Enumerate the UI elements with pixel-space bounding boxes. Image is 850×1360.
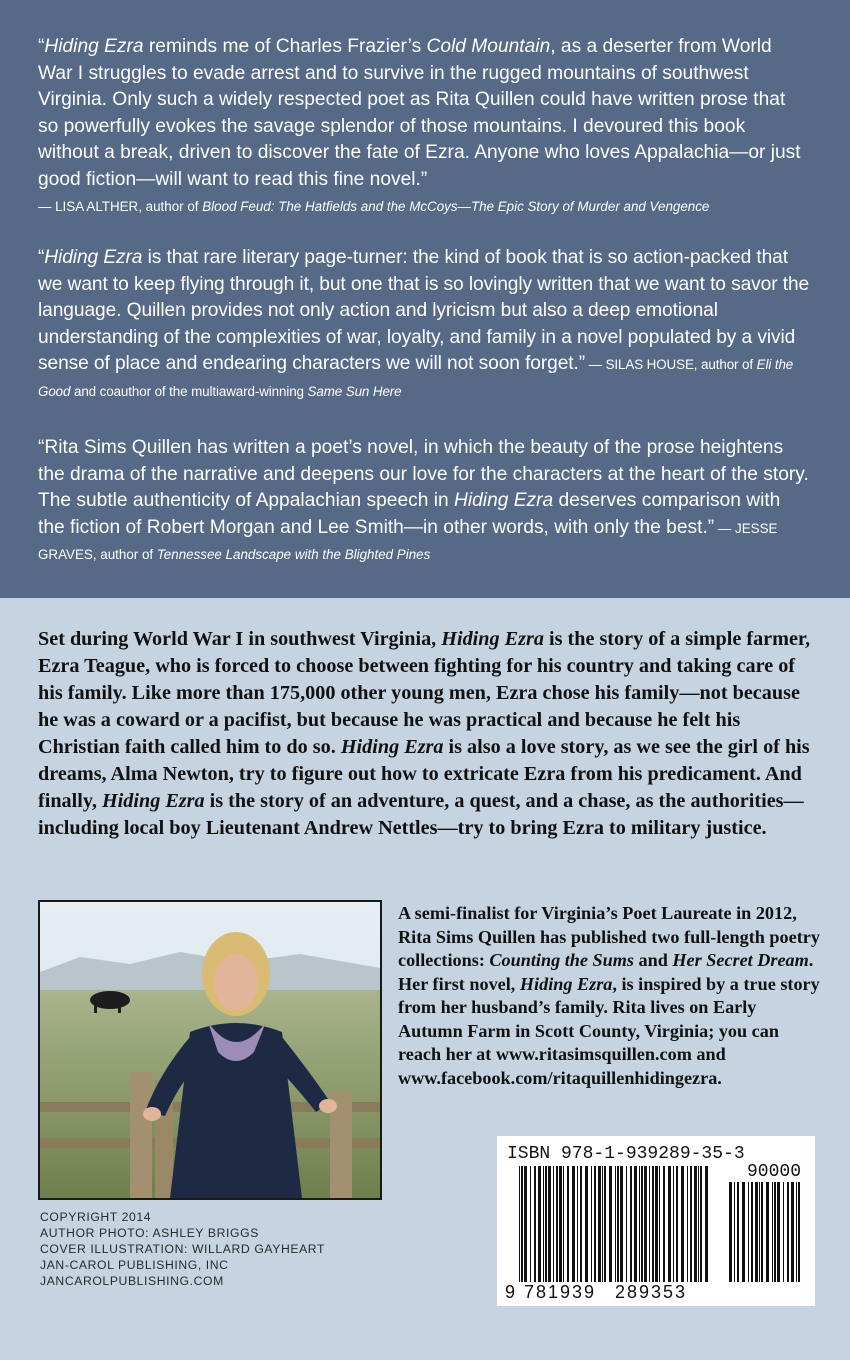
barcode-bar [737,1182,739,1282]
praise-quote-alther: “Hiding Ezra reminds me of Charles Frazier’s Cold Mountain, as a deserter from World War I struggles to evade arrest and to survive in the rugged mountains of southwest Virginia. Only such a widely respected poet as Rita Quillen could have written prose that so powerfully evokes the savage splendor of those mountains. I devoured this book without a break, driven to discover the fate of Ezra. Anyone who loves Appalachia—or just good fiction—will want to read this fine novel.” — LISA ALTHER, author of Blood Feud: The Hatfields and the McCoys—The Epic Story of Murder and Vengence [38,36,801,214]
barcode-bar [594,1166,596,1282]
barcode-bar [774,1182,776,1282]
addon-barcode [729,1182,800,1282]
barcode-bar [734,1182,735,1282]
barcode-bar [759,1182,760,1282]
quote-attribution: — JESSE GRAVES, author of Tennessee Landscape with the Blighted Pines [38,520,778,562]
barcode-bar [602,1166,603,1282]
barcode-bar [644,1166,647,1282]
barcode-bar [538,1166,541,1282]
barcode-bar [553,1166,554,1282]
barcode-bar [585,1166,588,1282]
barcode-bar [639,1166,640,1282]
isbn-barcode [497,1136,815,1306]
barcode-bar [641,1166,643,1282]
barcode-bar [620,1166,623,1282]
author-bio: A semi-finalist for Virginia’s Poet Laureate in 2012, Rita Sims Quillen has published two full-length poetry collections: Counting the Sums and Her Secret Dream. Her first novel, Hiding Ezra, is inspired by a true story from her husband’s family. Rita lives on Early Autumn Farm in Scott County, Virginia; you can reach her at www.ritasimsquillen.com and www.facebook.com/ritaquillenhidingezra. [398,903,820,1088]
barcode-bar [615,1166,616,1282]
barcode-bar [519,1166,520,1282]
barcode-bar [755,1182,758,1282]
barcode-bar [772,1182,773,1282]
barcode-bar [598,1166,601,1282]
barcode-bar [748,1182,749,1282]
credit-line: COPYRIGHT 2014 [40,1210,152,1224]
barcode-digit-lead: 9 [505,1282,516,1302]
praise-quote-graves: “Rita Sims Quillen has written a poet’s novel, in which the beauty of the prose heightens the drama of the narrative and deepens our love for the characters at the heart of the story. The subtle authenticity of Appalachian speech in Hiding Ezra deserves comparison with the fiction of Robert Morgan and Lee Smith—in other words, with only the best.” — JESSE GRAVES, author of Tennessee Landscape with the Blighted Pines [38,437,809,562]
barcode-bar [591,1166,592,1282]
barcode-digits-left: 781939 [524,1282,597,1302]
barcode-bar [524,1166,527,1282]
barcode-bar [777,1182,780,1282]
barcode-bar [798,1182,800,1282]
quote-title: Hiding Ezra [44,36,144,57]
quote-title: Hiding Ezra [44,247,143,268]
barcode-bar [543,1166,544,1282]
barcode-bar [690,1166,692,1282]
barcode-bar [791,1182,794,1282]
praise-panel [0,0,850,598]
isbn-label: ISBN 978-1-939289-35-3 [507,1144,745,1164]
barcode-bar [626,1166,627,1282]
quote-attribution: — LISA ALTHER, author of Blood Feud: The Hatfields and the McCoys—The Epic Story of Murder and Vengence [38,199,710,214]
barcode-bar [668,1166,671,1282]
author-photo [38,900,382,1200]
credit-line: JANCAROLPUBLISHING.COM [40,1274,224,1288]
barcode-bar [634,1166,637,1282]
barcode-bar [663,1166,665,1282]
praise-quote-house: “Hiding Ezra is that rare literary page-turner: the kind of book that is so action-packed that we want to keep flying through it, but one that is so lovingly written that we want to savor the language. Quillen provides not only action and lyricism but also a deep emotional understanding of the complexities of war, loyalty, and family in a novel populated by a vivid sense of place and endearing characters we will not soon forget.” — SILAS HOUSE, author of Eli the Good and coauthor of the multiaward-winning Same Sun Here [38,247,810,399]
price-code: 90000 [746,1162,801,1182]
barcode-bar [548,1166,551,1282]
barcode-bar [563,1166,564,1282]
barcode-bar [580,1166,582,1282]
barcode-bar [572,1166,575,1282]
barcode-bar [604,1166,606,1282]
barcode-bar [530,1166,531,1282]
barcode-bar [705,1166,708,1282]
barcode-bar [559,1166,562,1282]
barcode-bar [761,1182,763,1282]
credits [40,1209,325,1289]
barcode-bar [694,1166,697,1282]
barcode-bar [751,1182,753,1282]
barcode-bar [630,1166,632,1282]
barcode-bar [655,1166,658,1282]
barcode-bar [659,1166,660,1282]
quote-title: Hiding Ezra [454,490,554,511]
credit-line: COVER ILLUSTRATION: WILLARD GAYHEART [40,1242,326,1256]
barcode-bar [556,1166,558,1282]
barcode-bar [521,1166,523,1282]
barcode-bar [681,1166,684,1282]
barcode-bar [673,1166,674,1282]
barcode-bar [577,1166,578,1282]
book-synopsis: Set during World War I in southwest Virginia, Hiding Ezra is the story of a simple farmer, Ezra Teague, who is forced to choose between fighting for his country and taking care of his family. Like more than 175,000 other young men, Ezra chose his family—not because he was a coward or a pacifist, but because he was practical and because he felt his Christian faith called him to do so. Hiding Ezra is also a love story, as we see the girl of his dreams, Alma Newton, try to figure out how to extricate Ezra from his predicament. And finally, Hiding Ezra is the story of an adventure, a quest, and a chase, as the authorities—including local boy Lieutenant Andrew Nettles—try to bring Ezra to military justice. [38,628,811,839]
barcode-bar [787,1182,789,1282]
quote-attribution: — SILAS HOUSE, author of Eli the Good and coauthor of the multiaward-winning Same Sun Here [38,357,794,399]
barcode-bar [698,1166,699,1282]
credit-line: AUTHOR PHOTO: ASHLEY BRIGGS [40,1226,259,1240]
barcode-bar [676,1166,678,1282]
barcode-bar [652,1166,654,1282]
barcode-bar [609,1166,612,1282]
barcode-bar [687,1166,688,1282]
barcode-bar [742,1182,745,1282]
barcode-bar [796,1182,797,1282]
barcode-bar [545,1166,547,1282]
barcode-bar [617,1166,619,1282]
barcode-digits-right: 289353 [615,1282,688,1302]
credit-line: JAN-CAROL PUBLISHING, INC [40,1258,229,1272]
barcode-bar [700,1166,702,1282]
ean-barcode [519,1166,708,1282]
barcode-bar [729,1182,732,1282]
barcode-bar [783,1182,784,1282]
barcode-bar [534,1166,536,1282]
barcode-bar [649,1166,650,1282]
barcode-bar [766,1182,769,1282]
barcode-bar [567,1166,569,1282]
